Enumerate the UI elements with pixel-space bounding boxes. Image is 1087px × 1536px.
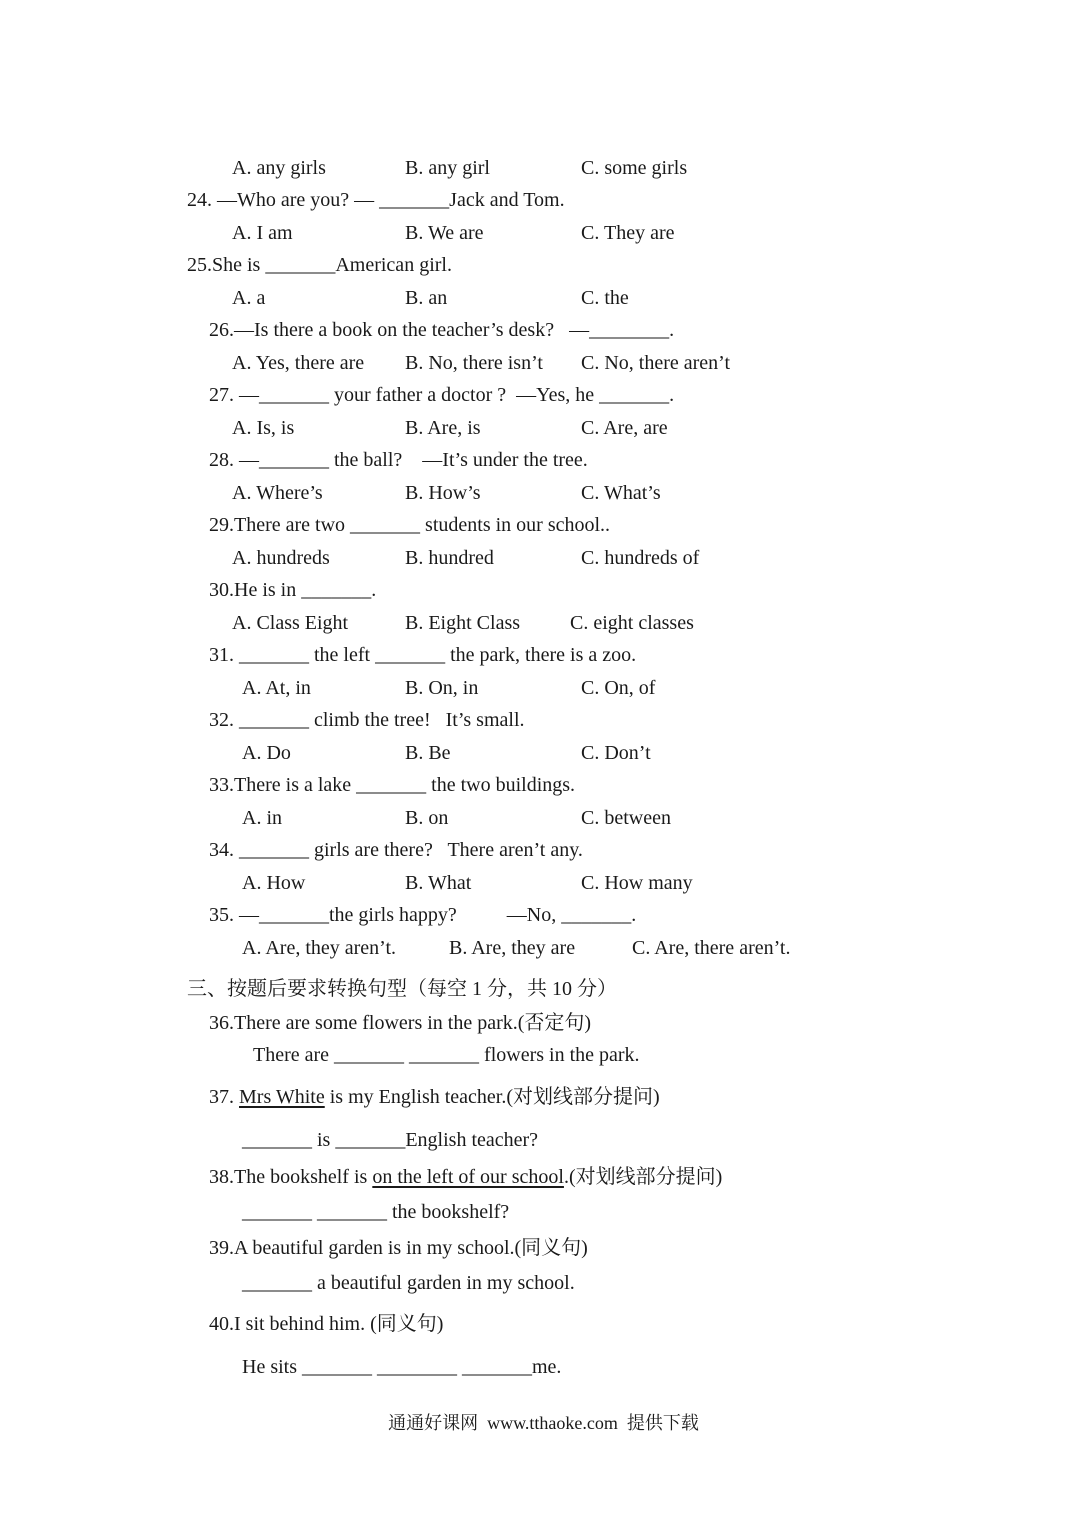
q31-option-a: A. At, in <box>242 677 311 699</box>
q33-option-a: A. in <box>242 807 282 829</box>
q33-option-c: C. between <box>581 807 671 829</box>
q34-option-c: C. How many <box>581 872 693 894</box>
q30-option-b: B. Eight Class <box>405 612 521 634</box>
q38-stem <box>209 1165 722 1189</box>
q30-option-a: A. Class Eight <box>232 612 349 634</box>
q35-option-a: A. Are, they aren’t. <box>242 937 397 959</box>
q34-option-a: A. How <box>242 872 306 894</box>
q24-stem: 24. —Who are you? — _______Jack and Tom. <box>187 189 565 211</box>
q38-prefix: 38.The bookshelf is <box>209 1166 373 1188</box>
q25-option-c: C. the <box>581 287 629 309</box>
q26-option-a: A. Yes, there are <box>232 352 365 374</box>
q37-answer: _______ is _______English teacher? <box>242 1129 539 1151</box>
q24-option-c: C. They are <box>581 222 675 244</box>
q32-option-a: A. Do <box>242 742 291 764</box>
q40-answer: He sits _______ ________ _______me. <box>242 1356 562 1378</box>
q39-answer: _______ a beautiful garden in my school. <box>242 1272 575 1294</box>
q28-option-a: A. Where’s <box>232 482 323 504</box>
q27-option-a: A. Is, is <box>232 417 295 439</box>
q28-option-c: C. What’s <box>581 482 661 504</box>
q34-stem: 34. _______ girls are there? There aren’t any. <box>209 839 583 861</box>
q30-option-c: C. eight classes <box>570 612 694 634</box>
q32-stem: 32. _______ climb the tree! It’s small. <box>209 709 525 731</box>
q35-option-b: B. Are, they are <box>449 937 576 959</box>
q38-rest: .(对划线部分提问) <box>563 1166 723 1188</box>
q31-stem: 31. _______ the left _______ the park, there is a zoo. <box>209 644 637 666</box>
q26-option-c: C. No, there aren’t <box>581 352 731 374</box>
q35-option-c: C. Are, there aren’t. <box>632 937 791 959</box>
q24-option-a: A. I am <box>232 222 293 244</box>
q25-stem: 25.She is _______American girl. <box>187 254 452 276</box>
section3-title: 三、按题后要求转换句型（每空 1 分，共 10 分） <box>187 978 617 1000</box>
q29-option-a: A. hundreds <box>232 547 330 569</box>
q30-stem: 30.He is in _______. <box>209 579 377 601</box>
q27-option-b: B. Are, is <box>405 417 481 439</box>
q35-stem: 35. —_______the girls happy? —No, _______. <box>209 904 637 926</box>
q27-option-c: C. Are, are <box>581 417 668 439</box>
q31-option-b: B. On, in <box>405 677 479 699</box>
q26-option-b: B. No, there isn’t <box>405 352 543 374</box>
q32-option-b: B. Be <box>405 742 451 764</box>
q33-option-b: B. on <box>405 807 449 829</box>
q29-option-c: C. hundreds of <box>581 547 700 569</box>
q28-option-b: B. How’s <box>405 482 481 504</box>
q25-option-a: A. a <box>232 287 266 309</box>
q27-stem: 27. —_______ your father a doctor ? —Yes, he _______. <box>209 384 675 406</box>
q25-option-b: B. an <box>405 287 448 309</box>
q29-option-b: B. hundred <box>405 547 494 569</box>
page-footer: 通通好课网 www.tthaoke.com 提供下载 <box>388 1413 699 1433</box>
q36-answer: There are _______ _______ flowers in the park. <box>253 1044 640 1066</box>
q37-stem <box>209 1085 660 1109</box>
q24-option-b: B. We are <box>405 222 484 244</box>
q28-stem: 28. —_______ the ball? —It’s under the tree. <box>209 449 588 471</box>
q38-answer: _______ _______ the bookshelf? <box>242 1201 510 1223</box>
q23-option-c: C. some girls <box>581 157 688 179</box>
q34-option-b: B. What <box>405 872 472 894</box>
q36-stem: 36.There are some flowers in the park.(否定句) <box>209 1012 592 1034</box>
q31-option-c: C. On, of <box>581 677 656 699</box>
q29-stem: 29.There are two _______ students in our school.. <box>209 514 611 536</box>
q32-option-c: C. Don’t <box>581 742 651 764</box>
q40-stem: 40.I sit behind him. (同义句) <box>209 1313 444 1335</box>
q39-stem: 39.A beautiful garden is in my school.(同义句) <box>209 1237 588 1259</box>
q23-option-b: B. any girl <box>405 157 490 179</box>
q33-stem: 33.There is a lake _______ the two buildings. <box>209 774 576 796</box>
q37-rest: is my English teacher.(对划线部分提问) <box>324 1086 660 1108</box>
q38-underlined: on the left of our school <box>372 1166 564 1188</box>
q37-underlined: Mrs White <box>239 1086 325 1108</box>
q37-number: 37. <box>209 1086 239 1108</box>
q23-option-a: A. any girls <box>232 157 326 179</box>
q26-stem: 26.—Is there a book on the teacher’s desk? —________. <box>209 319 675 341</box>
